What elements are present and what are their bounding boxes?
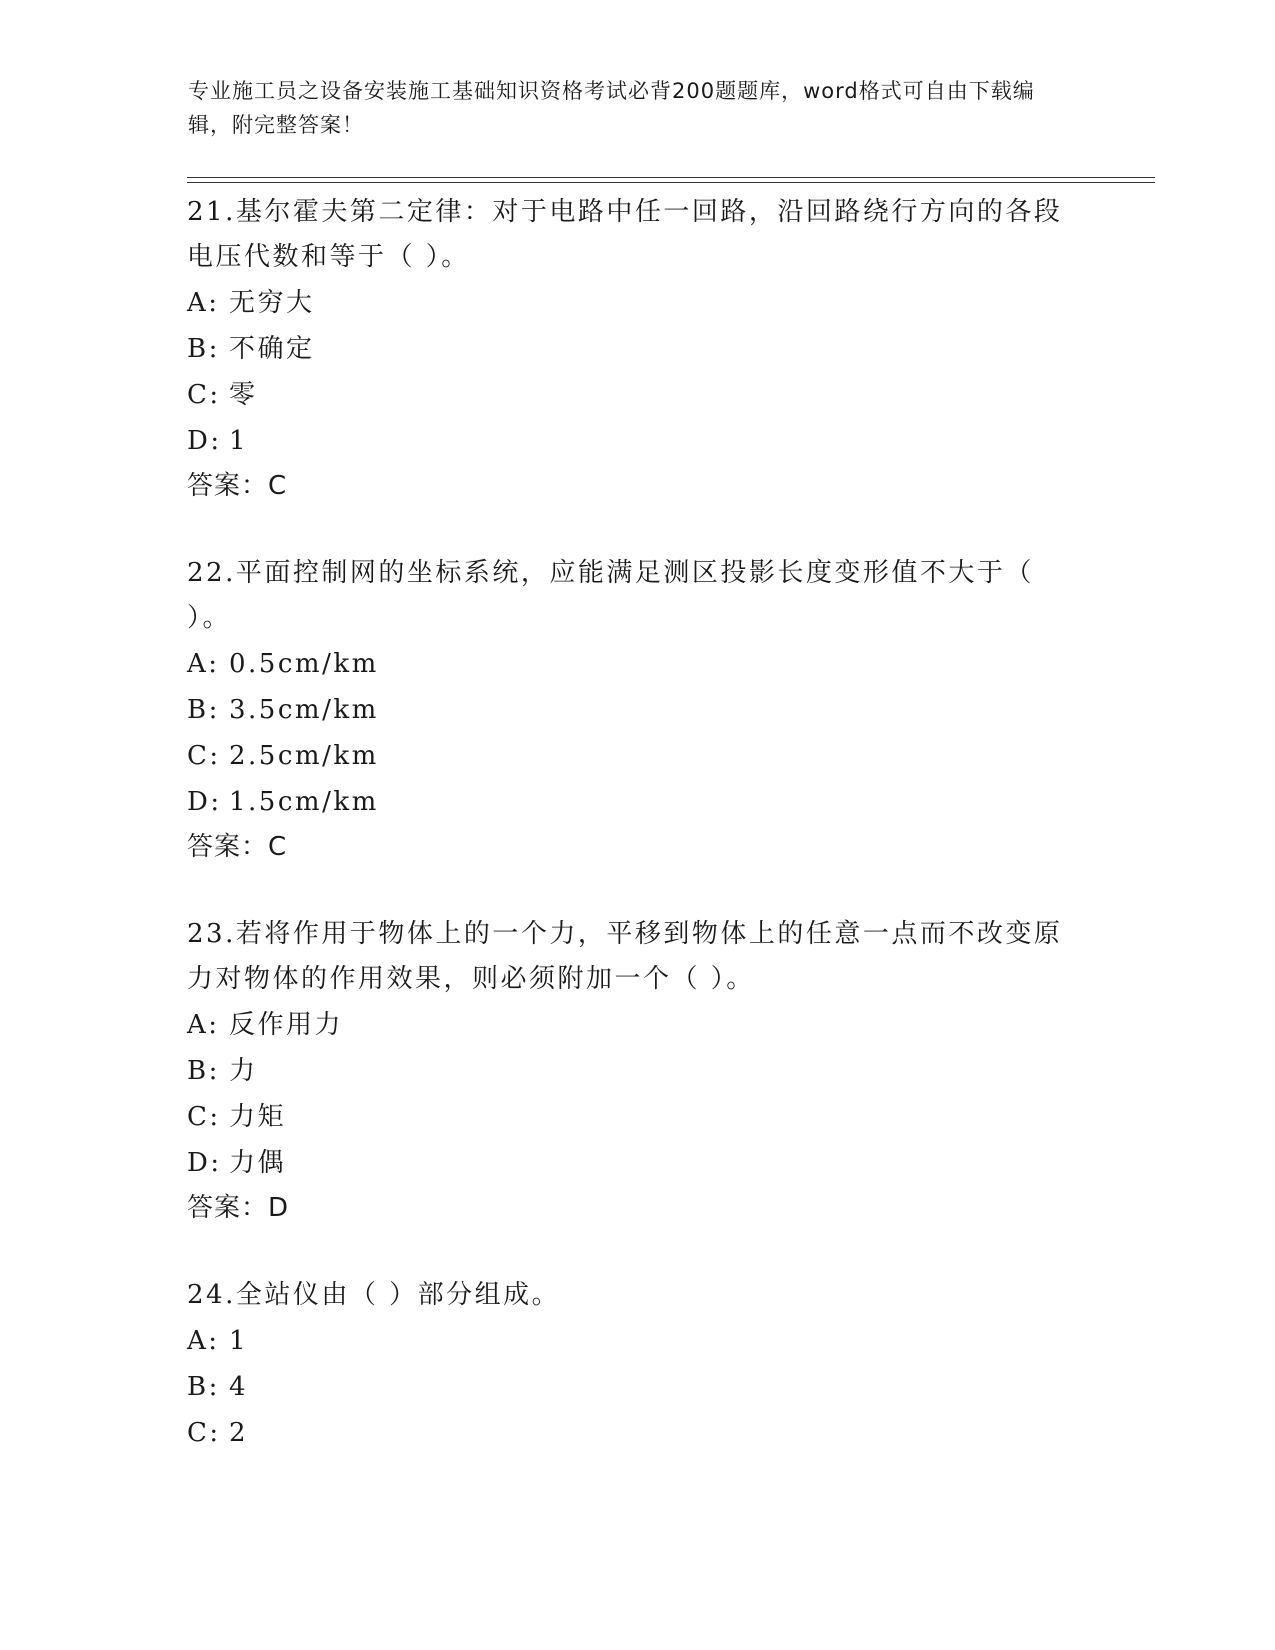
answer-label: 答案：	[187, 832, 269, 862]
option-letter: B:	[187, 334, 220, 364]
option-letter: C:	[187, 380, 221, 410]
answer-value: D	[268, 1193, 290, 1223]
option-d	[187, 1140, 1087, 1186]
option-b	[187, 1364, 1087, 1410]
option-b	[187, 326, 1087, 372]
option-a	[187, 1002, 1087, 1048]
answer-line	[187, 825, 1087, 870]
option-text: 力矩	[229, 1102, 287, 1132]
option-text: 1	[229, 426, 249, 456]
option-letter: A:	[187, 649, 220, 679]
option-a	[187, 1318, 1087, 1364]
option-letter: C:	[187, 1418, 221, 1448]
option-letter: B:	[187, 695, 220, 725]
question-22	[187, 550, 1087, 870]
option-d	[187, 418, 1087, 464]
question-stem: 24.全站仪由（ ）部分组成。	[187, 1280, 561, 1310]
option-letter: A:	[187, 288, 220, 318]
option-text: 反作用力	[229, 1010, 344, 1040]
option-text: 力	[229, 1056, 258, 1086]
option-text: 0.5cm/km	[229, 649, 379, 679]
option-text: 力偶	[229, 1148, 287, 1178]
option-text: 4	[229, 1372, 249, 1402]
option-c	[187, 733, 1087, 779]
option-a	[187, 641, 1087, 687]
option-text: 1.5cm/km	[229, 787, 379, 817]
answer-line	[187, 464, 1087, 509]
option-letter: B:	[187, 1372, 220, 1402]
answer-label: 答案：	[187, 471, 269, 501]
option-text: 不确定	[229, 334, 315, 364]
option-letter: D:	[187, 1148, 222, 1178]
question-21	[187, 189, 1087, 509]
option-d	[187, 779, 1087, 825]
header-divider-bottom	[187, 182, 1155, 183]
option-text: 2	[229, 1418, 249, 1448]
question-stem: 22.平面控制网的坐标系统，应能满足测区投影长度变形值不大于（ ）。	[187, 558, 1034, 633]
answer-line	[187, 1186, 1087, 1231]
option-text: 1	[229, 1326, 249, 1356]
question-list	[187, 189, 1087, 1497]
option-a	[187, 280, 1087, 326]
option-text: 2.5cm/km	[229, 741, 379, 771]
answer-label: 答案：	[187, 1193, 269, 1223]
question-23	[187, 911, 1087, 1231]
option-c	[187, 1094, 1087, 1140]
header-divider-top	[187, 177, 1155, 178]
option-letter: B:	[187, 1056, 220, 1086]
document-header: 专业施工员之设备安装施工基础知识资格考试必背200题题库，word格式可自由下载编辑，附完整答案！	[188, 79, 1035, 137]
option-letter: D:	[187, 787, 222, 817]
option-b	[187, 1048, 1087, 1094]
question-stem: 21.基尔霍夫第二定律：对于电路中任一回路，沿回路绕行方向的各段电压代数和等于（ ）。	[187, 197, 1063, 272]
option-text: 零	[229, 380, 258, 410]
answer-value: C	[268, 832, 288, 862]
option-b	[187, 687, 1087, 733]
option-text: 无穷大	[229, 288, 315, 318]
question-stem: 23.若将作用于物体上的一个力，平移到物体上的任意一点而不改变原力对物体的作用效果，则必须附加一个（ ）。	[187, 919, 1063, 994]
option-letter: A:	[187, 1010, 220, 1040]
option-c	[187, 1410, 1087, 1456]
option-c	[187, 372, 1087, 418]
answer-value: C	[268, 471, 288, 501]
option-letter: C:	[187, 1102, 221, 1132]
option-letter: C:	[187, 741, 221, 771]
option-letter: A:	[187, 1326, 220, 1356]
option-text: 3.5cm/km	[229, 695, 379, 725]
option-letter: D:	[187, 426, 222, 456]
question-24	[187, 1272, 1087, 1456]
